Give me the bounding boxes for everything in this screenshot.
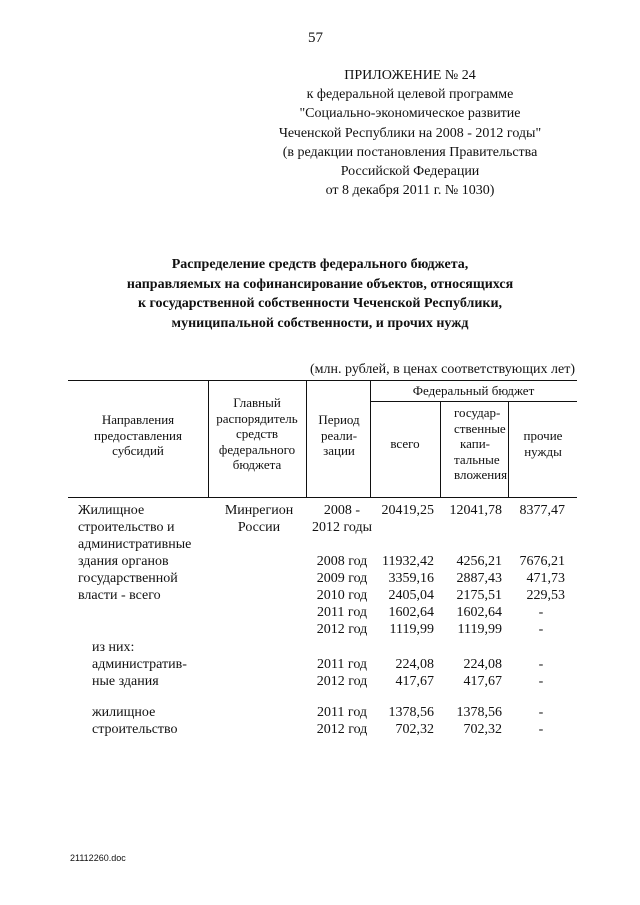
cell-direction: строительство и bbox=[78, 520, 175, 535]
cell-direction: ные здания bbox=[92, 674, 159, 689]
cell-direction: государственной bbox=[78, 571, 178, 586]
header-period: Период реали-зации bbox=[318, 412, 360, 458]
cell-direction: здания органов bbox=[78, 554, 169, 569]
column-divider bbox=[508, 401, 509, 498]
appendix-line: ПРИЛОЖЕНИЕ № 24 bbox=[344, 68, 476, 83]
federal-budget-divider bbox=[370, 401, 577, 402]
cell-other: - bbox=[538, 605, 544, 620]
table-row bbox=[0, 704, 640, 721]
cell-other: - bbox=[538, 622, 544, 637]
cell-capital: 4256,21 bbox=[456, 554, 502, 569]
cell-capital: 1378,56 bbox=[456, 705, 502, 720]
table-row bbox=[0, 502, 640, 519]
column-divider bbox=[370, 380, 371, 498]
header-direction: Направления предоставления субсидий bbox=[94, 412, 182, 458]
cell-period: 2012 год bbox=[316, 674, 368, 689]
cell-capital: 1602,64 bbox=[456, 605, 502, 620]
cell-direction: административные bbox=[78, 537, 192, 552]
cell-total: 11932,42 bbox=[382, 554, 434, 569]
cell-direction: власти - всего bbox=[78, 588, 161, 603]
column-divider bbox=[208, 380, 209, 498]
units-note: (млн. рублей, в ценах соответствующих лет) bbox=[310, 362, 575, 377]
table-row bbox=[0, 587, 640, 604]
footer-filename: 21112260.doc bbox=[70, 853, 126, 863]
header-total: всего bbox=[390, 436, 420, 451]
table-row bbox=[0, 570, 640, 587]
cell-period: 2008 - bbox=[323, 503, 361, 518]
cell-other: 8377,47 bbox=[519, 503, 565, 518]
title-line: к государственной собственности Чеченской Республики, bbox=[137, 296, 503, 311]
header-other: прочие нужды bbox=[523, 428, 563, 459]
title-line: муниципальной собственности, и прочих нужд bbox=[171, 315, 469, 331]
cell-other: - bbox=[538, 705, 544, 720]
table-row bbox=[0, 639, 640, 656]
cell-total: 2405,04 bbox=[388, 588, 434, 603]
appendix-line: к федеральной целевой программе bbox=[306, 87, 514, 103]
cell-direction: из них: bbox=[92, 640, 135, 655]
table-row bbox=[0, 536, 640, 553]
cell-period: 2012 год bbox=[316, 722, 368, 737]
cell-other: - bbox=[538, 722, 544, 737]
cell-period: 2010 год bbox=[316, 588, 368, 603]
cell-other: 471,73 bbox=[526, 571, 565, 586]
cell-other: - bbox=[538, 674, 544, 689]
header-top-border bbox=[68, 380, 577, 381]
table-row bbox=[0, 604, 640, 621]
cell-capital: 12041,78 bbox=[449, 503, 502, 518]
cell-other: - bbox=[538, 657, 544, 672]
cell-administrator: Минрегион bbox=[224, 503, 294, 518]
cell-capital: 702,32 bbox=[463, 722, 502, 737]
cell-total: 417,67 bbox=[395, 674, 434, 689]
header-capital: государ-ственные капи-тальные вложения bbox=[454, 405, 508, 482]
table-row bbox=[0, 673, 640, 690]
cell-period: 2011 год bbox=[316, 705, 368, 720]
cell-period: 2012 год bbox=[316, 622, 368, 637]
cell-total: 1119,99 bbox=[389, 622, 434, 637]
appendix-line: от 8 декабря 2011 г. № 1030) bbox=[325, 183, 495, 199]
cell-direction: административ- bbox=[92, 657, 187, 672]
cell-direction: жилищное bbox=[92, 705, 156, 720]
table-header bbox=[68, 380, 577, 498]
appendix-header bbox=[220, 66, 600, 200]
table-row bbox=[0, 621, 640, 638]
cell-period: 2012 годы bbox=[311, 520, 373, 535]
page-number: 57 bbox=[308, 30, 323, 46]
table-row bbox=[0, 519, 640, 536]
table-row bbox=[0, 721, 640, 738]
cell-direction: строительство bbox=[92, 722, 178, 737]
title-line: Распределение средств федерального бюджета, bbox=[171, 257, 469, 272]
column-divider bbox=[440, 401, 441, 498]
appendix-line: Чеченской Республики на 2008 - 2012 годы" bbox=[278, 125, 542, 141]
header-federal-budget: Федеральный бюджет bbox=[412, 383, 535, 398]
cell-period: 2008 год bbox=[316, 554, 368, 569]
cell-period: 2011 год bbox=[316, 605, 368, 620]
cell-total: 224,08 bbox=[395, 657, 434, 672]
title-line: направляемых на софинансирование объектов, относящихся bbox=[126, 276, 514, 292]
cell-direction: Жилищное bbox=[78, 503, 145, 518]
header-administrator: Главный распорядитель средств федерального бюджета bbox=[216, 395, 298, 472]
cell-total: 1378,56 bbox=[388, 705, 434, 720]
cell-total: 702,32 bbox=[395, 722, 434, 737]
cell-total: 3359,16 bbox=[388, 571, 434, 586]
cell-other: 229,53 bbox=[526, 588, 565, 603]
cell-other: 7676,21 bbox=[519, 554, 565, 569]
cell-period: 2009 год bbox=[316, 571, 368, 586]
document-title bbox=[60, 255, 580, 333]
header-bottom-border bbox=[68, 497, 577, 498]
cell-capital: 224,08 bbox=[463, 657, 502, 672]
cell-total: 20419,25 bbox=[381, 503, 434, 518]
table-row bbox=[0, 656, 640, 673]
cell-period: 2011 год bbox=[316, 657, 368, 672]
cell-capital: 1119,99 bbox=[457, 622, 502, 637]
cell-capital: 2175,51 bbox=[456, 588, 502, 603]
cell-capital: 417,67 bbox=[463, 674, 502, 689]
table-row bbox=[0, 553, 640, 570]
cell-capital: 2887,43 bbox=[456, 571, 502, 586]
cell-total: 1602,64 bbox=[388, 605, 434, 620]
appendix-line: "Социально-экономическое развитие bbox=[299, 106, 521, 122]
column-divider bbox=[306, 380, 307, 498]
appendix-line: Российской Федерации bbox=[340, 164, 480, 180]
cell-administrator: России bbox=[237, 520, 281, 535]
appendix-line: (в редакции постановления Правительства bbox=[282, 144, 538, 160]
